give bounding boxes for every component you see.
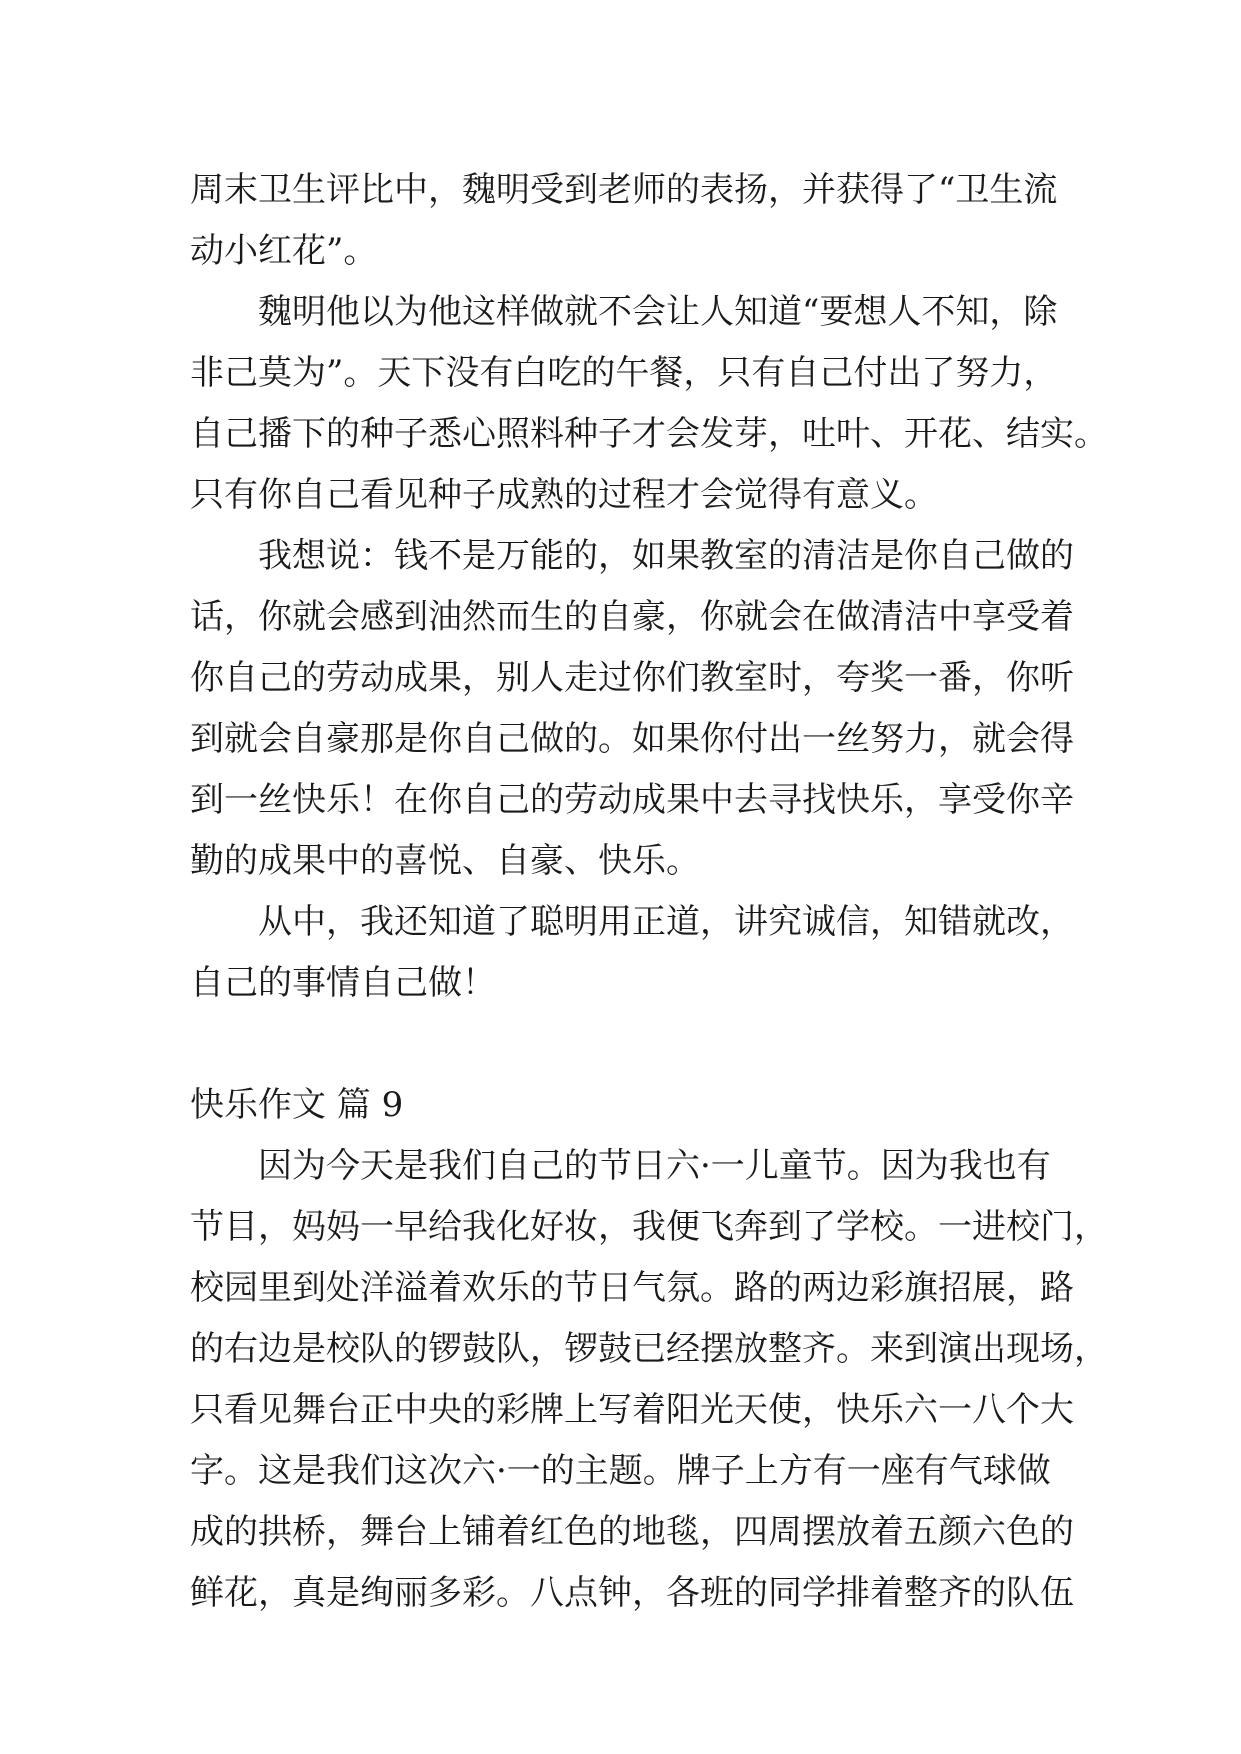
text-line: 校园里到处洋溢着欢乐的节日气氛。路的两边彩旗招展，路 [190,1268,1074,1308]
text-line: 话，你就会感到油然而生的自豪，你就会在做清洁中享受着 [190,597,1074,637]
text-line: 周末卫生评比中，魏明受到老师的表扬，并获得了“卫生流 [190,170,1058,210]
section-heading: 快乐作文 篇 9 [190,1085,404,1125]
text-line: 非己莫为”。天下没有白吃的午餐，只有自己付出了努力， [190,353,1058,393]
text-line: 只有你自己看见种子成熟的过程才会觉得有意义。 [190,475,938,515]
text-line: 鲜花，真是绚丽多彩。八点钟，各班的同学排着整齐的队伍 [190,1573,1074,1613]
section-spacer [190,1014,1070,1075]
paragraph [190,160,1070,282]
text-line: 因为今天是我们自己的节日六·一儿童节。因为我也有 [258,1146,1051,1186]
text-line: 只看见舞台正中央的彩牌上写着阳光天使，快乐六一八个大 [190,1390,1074,1430]
text-line: 的右边是校队的锣鼓队，锣鼓已经摆放整齐。来到演出现场， [190,1329,1108,1369]
paragraph [190,892,1074,1014]
paragraph [190,282,1108,526]
text-line: 我想说：钱不是万能的，如果教室的清洁是你自己做的 [258,536,1074,576]
text-line: 成的拱桥，舞台上铺着红色的地毯，四周摆放着五颜六色的 [190,1512,1074,1552]
text-line: 到一丝快乐！在你自己的劳动成果中去寻找快乐，享受你辛 [190,780,1074,820]
text-line: 魏明他以为他这样做就不会让人知道“要想人不知，除 [258,292,1058,332]
text-line: 自己播下的种子悉心照料种子才会发芽，吐叶、开花、结实。 [190,414,1108,454]
text-line: 字。这是我们这次六·一的主题。牌子上方有一座有气球做 [190,1451,1051,1491]
text-line: 到就会自豪那是你自己做的。如果你付出一丝努力，就会得 [190,719,1074,759]
text-line: 从中，我还知道了聪明用正道，讲究诚信，知错就改， [258,902,1074,942]
document-body [190,160,1108,1624]
text-line: 勤的成果中的喜悦、自豪、快乐。 [190,841,700,881]
text-line: 动小红花”。 [190,231,378,271]
paragraph [190,1136,1108,1624]
paragraph [190,526,1074,892]
text-line: 自己的事情自己做！ [190,963,496,1003]
text-line: 你自己的劳动成果，别人走过你们教室时，夸奖一番，你听 [190,658,1074,698]
text-line: 节目，妈妈一早给我化好妆，我便飞奔到了学校。一进校门， [190,1207,1108,1247]
